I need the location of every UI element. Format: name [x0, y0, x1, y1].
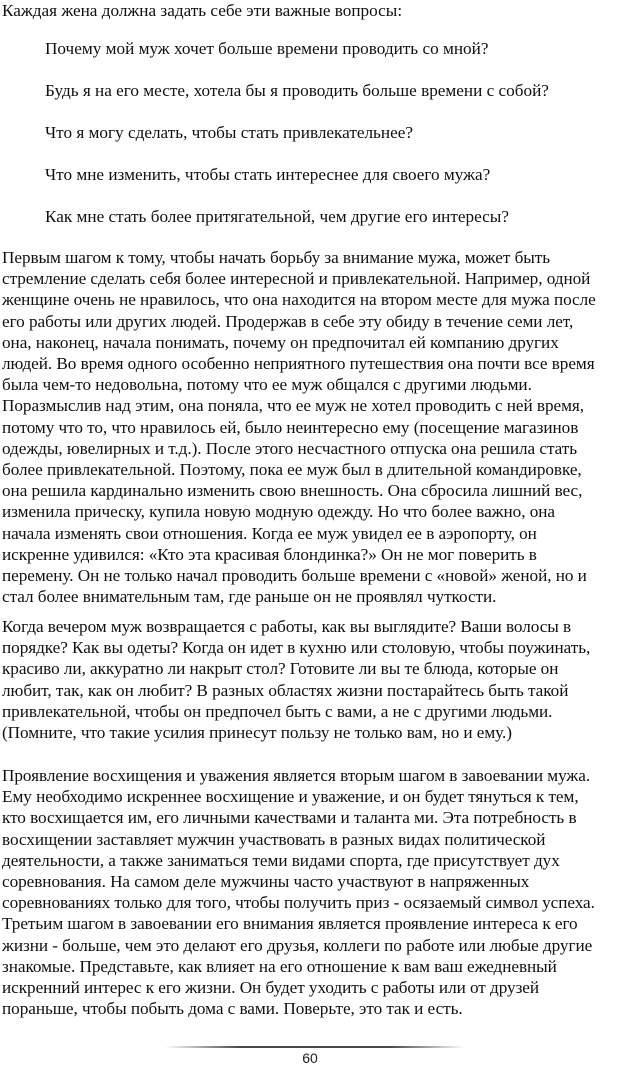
page-number: 60	[302, 1050, 318, 1066]
question-item: Что мне изменить, чтобы стать интереснее для своего мужа?	[45, 165, 491, 184]
question-item: Что я могу сделать, чтобы стать привлекательнее?	[45, 123, 413, 142]
body-paragraph: Проявление восхищения и уважения является вторым шагом в завоевании мужа. Ему необходимо искреннее восхищение и уважение, и он будет тянуться к тем, кто восхищается им, его личными качествами и таланта ми. Эта потребность в восхищении заставляет мужчин участвовать в разных видах политической деятельности, а также заниматься теми видами спорта, где присутствует дух соревнования. На самом деле мужчины часто участвуют в напряженных соревнованиях только для того, чтобы получить приз - осязаемый символ успеха. Третьим шагом в завоевании его внимания является проявление интереса к его жизни - больше, чем это делают его друзья, коллеги по работе или любые другие знакомые. Представьте, как влияет на его отношение к вам ваш ежедневный искренний интерес к его жизни. Он будет уходить с работы или от друзей пораньше, чтобы побыть дома с вами. Поверьте, это так и есть.	[2, 766, 595, 1019]
question-item: Как мне стать более притягательной, чем другие его интересы?	[45, 207, 509, 226]
footer-divider	[165, 1046, 465, 1048]
intro-line: Каждая жена должна задать себе эти важные вопросы:	[2, 1, 403, 20]
body-paragraph: Первым шагом к тому, чтобы начать борьбу за внимание мужа, может быть стремление сделать себя более интересной и привлекательной. Например, одной женщине очень не нравилось, что она находится на втором месте для мужа после его работы или других людей. Продержав в себе эту обиду в течение семи лет, она, наконец, начала понимать, почему он предпочитал ей компанию других людей. Во время одного особенно неприятного путешествия она почти все время была чем-то недовольна, потому что ее муж общался с другими людьми. Поразмыслив над этим, она поняла, что ее муж не хотел проводить с ней время, потому что то, что нравилось ей, было неинтересно ему (посещение магазинов одежды, ювелирных и т.д.). После этого несчастного отпуска она решила стать более привлекательной. Поэтому, пока ее муж был в длительной командировке, она решила кардинально изменить свою внешность. Она сбросила лишний вес, изменила прическу, купила новую модную одежду. Но что более важно, она начала изменять свои отношения. Когда ее муж увидел ее в аэропорту, он искренне удивился: «Кто эта красивая блондинка?» Он не мог поверить в перемену. Он не только начал проводить больше времени с «новой» женой, но и стал более внимательным там, где раньше он не проявлял чуткости.	[2, 248, 596, 607]
question-item: Будь я на его месте, хотела бы я проводить больше времени с собой?	[45, 81, 549, 100]
question-item: Почему мой муж хочет больше времени проводить со мной?	[45, 39, 489, 58]
body-paragraph: Когда вечером муж возвращается с работы, как вы выглядите? Ваши волосы в порядке? Как вы одеты? Когда он идет в кухню или столовую, чтобы поужинать, красиво ли, аккуратно ли накрыт стол? Готовите ли вы те блюда, которые он любит, так, как он любит? В разных областях жизни постарайтесь быть такой привлекательной, чтобы он предпочел быть с вами, а не с другими людьми. (Помните, что такие усилия принесут пользу не только вам, но и ему.)	[2, 617, 591, 743]
